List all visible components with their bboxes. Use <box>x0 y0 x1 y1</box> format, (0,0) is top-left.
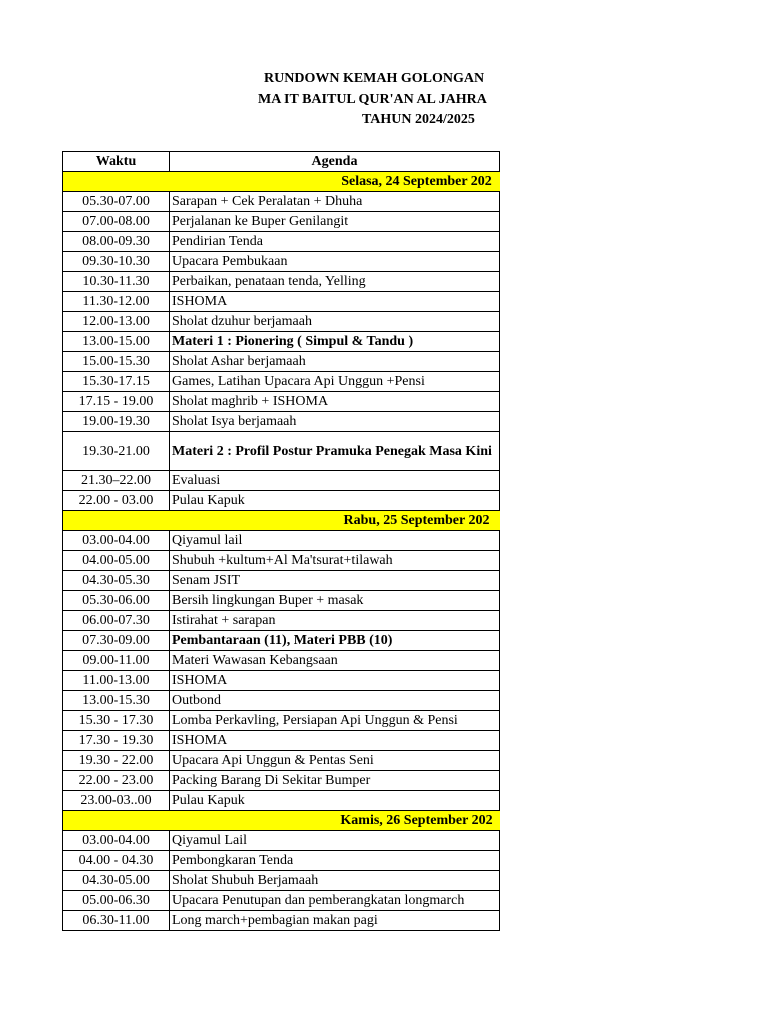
agenda-cell: Qiyamul Lail <box>170 831 500 851</box>
day-header-row <box>63 811 500 831</box>
day-header-cell <box>63 511 500 531</box>
time-cell: 05.30-06.00 <box>63 591 170 611</box>
day-header-row <box>63 511 500 531</box>
time-cell: 22.00 - 23.00 <box>63 771 170 791</box>
agenda-cell: Shubuh +kultum+Al Ma'tsurat+tilawah <box>170 551 500 571</box>
time-cell: 15.00-15.30 <box>63 352 170 372</box>
agenda-cell: Pembantaraan (11), Materi PBB (10) <box>170 631 500 651</box>
time-cell: 13.00-15.00 <box>63 332 170 352</box>
agenda-cell: ISHOMA <box>170 731 500 751</box>
time-cell: 17.15 - 19.00 <box>63 392 170 412</box>
time-cell: 15.30 - 17.30 <box>63 711 170 731</box>
agenda-cell: Sholat dzuhur berjamaah <box>170 312 500 332</box>
table-row <box>63 352 500 372</box>
table-row <box>63 212 500 232</box>
time-cell: 12.00-13.00 <box>63 312 170 332</box>
document-title-line-1: RUNDOWN KEMAH GOLONGAN <box>264 71 485 86</box>
time-cell: 09.00-11.00 <box>63 651 170 671</box>
time-cell: 21.30–22.00 <box>63 471 170 491</box>
time-cell: 19.30-21.00 <box>63 432 170 471</box>
table-row <box>63 192 500 212</box>
agenda-cell: Long march+pembagian makan pagi <box>170 911 500 931</box>
time-cell: 03.00-04.00 <box>63 531 170 551</box>
time-cell: 11.00-13.00 <box>63 671 170 691</box>
agenda-cell: Sholat maghrib + ISHOMA <box>170 392 500 412</box>
time-cell: 15.30-17.15 <box>63 372 170 392</box>
table-row <box>63 831 500 851</box>
agenda-cell: Pendirian Tenda <box>170 232 500 252</box>
table-row <box>63 312 500 332</box>
table-row <box>63 591 500 611</box>
agenda-cell: Perbaikan, penataan tenda, Yelling <box>170 272 500 292</box>
time-cell: 05.30-07.00 <box>63 192 170 212</box>
time-cell: 04.00-05.00 <box>63 551 170 571</box>
table-row <box>63 232 500 252</box>
time-cell: 06.00-07.30 <box>63 611 170 631</box>
time-cell: 03.00-04.00 <box>63 831 170 851</box>
agenda-cell: Istirahat + sarapan <box>170 611 500 631</box>
table-row <box>63 891 500 911</box>
rundown-table <box>62 151 500 931</box>
agenda-cell: Materi 1 : Pionering ( Simpul & Tandu ) <box>170 332 500 352</box>
day-header-cell <box>63 172 500 192</box>
table-header-row <box>63 152 500 172</box>
agenda-cell: Sholat Shubuh Berjamaah <box>170 871 500 891</box>
table-row <box>63 571 500 591</box>
header-agenda: Agenda <box>170 152 500 172</box>
table-row <box>63 911 500 931</box>
agenda-cell: Evaluasi <box>170 471 500 491</box>
table-row <box>63 332 500 352</box>
agenda-cell: Pulau Kapuk <box>170 491 500 511</box>
agenda-cell: Pulau Kapuk <box>170 791 500 811</box>
agenda-cell: Sarapan + Cek Peralatan + Dhuha <box>170 192 500 212</box>
time-cell: 19.30 - 22.00 <box>63 751 170 771</box>
time-cell: 19.00-19.30 <box>63 412 170 432</box>
agenda-cell: Upacara Api Unggun & Pentas Seni <box>170 751 500 771</box>
agenda-cell: Upacara Pembukaan <box>170 252 500 272</box>
document-title-line-3: TAHUN 2024/2025 <box>362 112 475 127</box>
time-cell: 10.30-11.30 <box>63 272 170 292</box>
time-cell: 09.30-10.30 <box>63 252 170 272</box>
time-cell: 07.30-09.00 <box>63 631 170 651</box>
agenda-cell: Games, Latihan Upacara Api Unggun +Pensi <box>170 372 500 392</box>
time-cell: 11.30-12.00 <box>63 292 170 312</box>
agenda-cell: Outbond <box>170 691 500 711</box>
table-row <box>63 392 500 412</box>
table-row <box>63 372 500 392</box>
document-title-line-2: MA IT BAITUL QUR'AN AL JAHRA <box>258 92 487 107</box>
agenda-cell: Lomba Perkavling, Persiapan Api Unggun & Pensi <box>170 711 500 731</box>
table-row <box>63 651 500 671</box>
time-cell: 22.00 - 03.00 <box>63 491 170 511</box>
agenda-cell: Qiyamul lail <box>170 531 500 551</box>
table-row <box>63 471 500 491</box>
agenda-cell: Packing Barang Di Sekitar Bumper <box>170 771 500 791</box>
agenda-cell: Senam JSIT <box>170 571 500 591</box>
time-cell: 17.30 - 19.30 <box>63 731 170 751</box>
table-row <box>63 412 500 432</box>
agenda-cell: Materi 2 : Profil Postur Pramuka Penegak Masa Kini <box>170 432 500 471</box>
table-row <box>63 551 500 571</box>
table-row <box>63 791 500 811</box>
table-row <box>63 851 500 871</box>
title-block <box>0 0 498 140</box>
day-label: Selasa, 24 September 202 <box>341 174 492 189</box>
table-row <box>63 671 500 691</box>
table-row <box>63 711 500 731</box>
table-row <box>63 631 500 651</box>
agenda-cell: Bersih lingkungan Buper + masak <box>170 591 500 611</box>
day-header-cell <box>63 811 500 831</box>
table-row <box>63 252 500 272</box>
agenda-cell: Sholat Ashar berjamaah <box>170 352 500 372</box>
table-row <box>63 432 500 471</box>
table-row <box>63 871 500 891</box>
time-cell: 04.30-05.00 <box>63 871 170 891</box>
table-row <box>63 771 500 791</box>
day-label: Kamis, 26 September 202 <box>340 813 493 828</box>
time-cell: 04.30-05.30 <box>63 571 170 591</box>
agenda-cell: ISHOMA <box>170 292 500 312</box>
table-row <box>63 292 500 312</box>
agenda-cell: Pembongkaran Tenda <box>170 851 500 871</box>
time-cell: 06.30-11.00 <box>63 911 170 931</box>
day-label: Rabu, 25 September 202 <box>343 513 490 528</box>
table-row <box>63 731 500 751</box>
time-cell: 07.00-08.00 <box>63 212 170 232</box>
time-cell: 13.00-15.30 <box>63 691 170 711</box>
agenda-cell: Materi Wawasan Kebangsaan <box>170 651 500 671</box>
table-row <box>63 691 500 711</box>
agenda-cell: Perjalanan ke Buper Genilangit <box>170 212 500 232</box>
time-cell: 05.00-06.30 <box>63 891 170 911</box>
table-row <box>63 491 500 511</box>
table-row <box>63 611 500 631</box>
table-row <box>63 272 500 292</box>
day-header-row <box>63 172 500 192</box>
time-cell: 04.00 - 04.30 <box>63 851 170 871</box>
agenda-cell: ISHOMA <box>170 671 500 691</box>
header-waktu: Waktu <box>63 152 170 172</box>
table-row <box>63 751 500 771</box>
time-cell: 23.00-03..00 <box>63 791 170 811</box>
table-row <box>63 531 500 551</box>
time-cell: 08.00-09.30 <box>63 232 170 252</box>
agenda-cell: Upacara Penutupan dan pemberangkatan longmarch <box>170 891 500 911</box>
agenda-cell: Sholat Isya berjamaah <box>170 412 500 432</box>
